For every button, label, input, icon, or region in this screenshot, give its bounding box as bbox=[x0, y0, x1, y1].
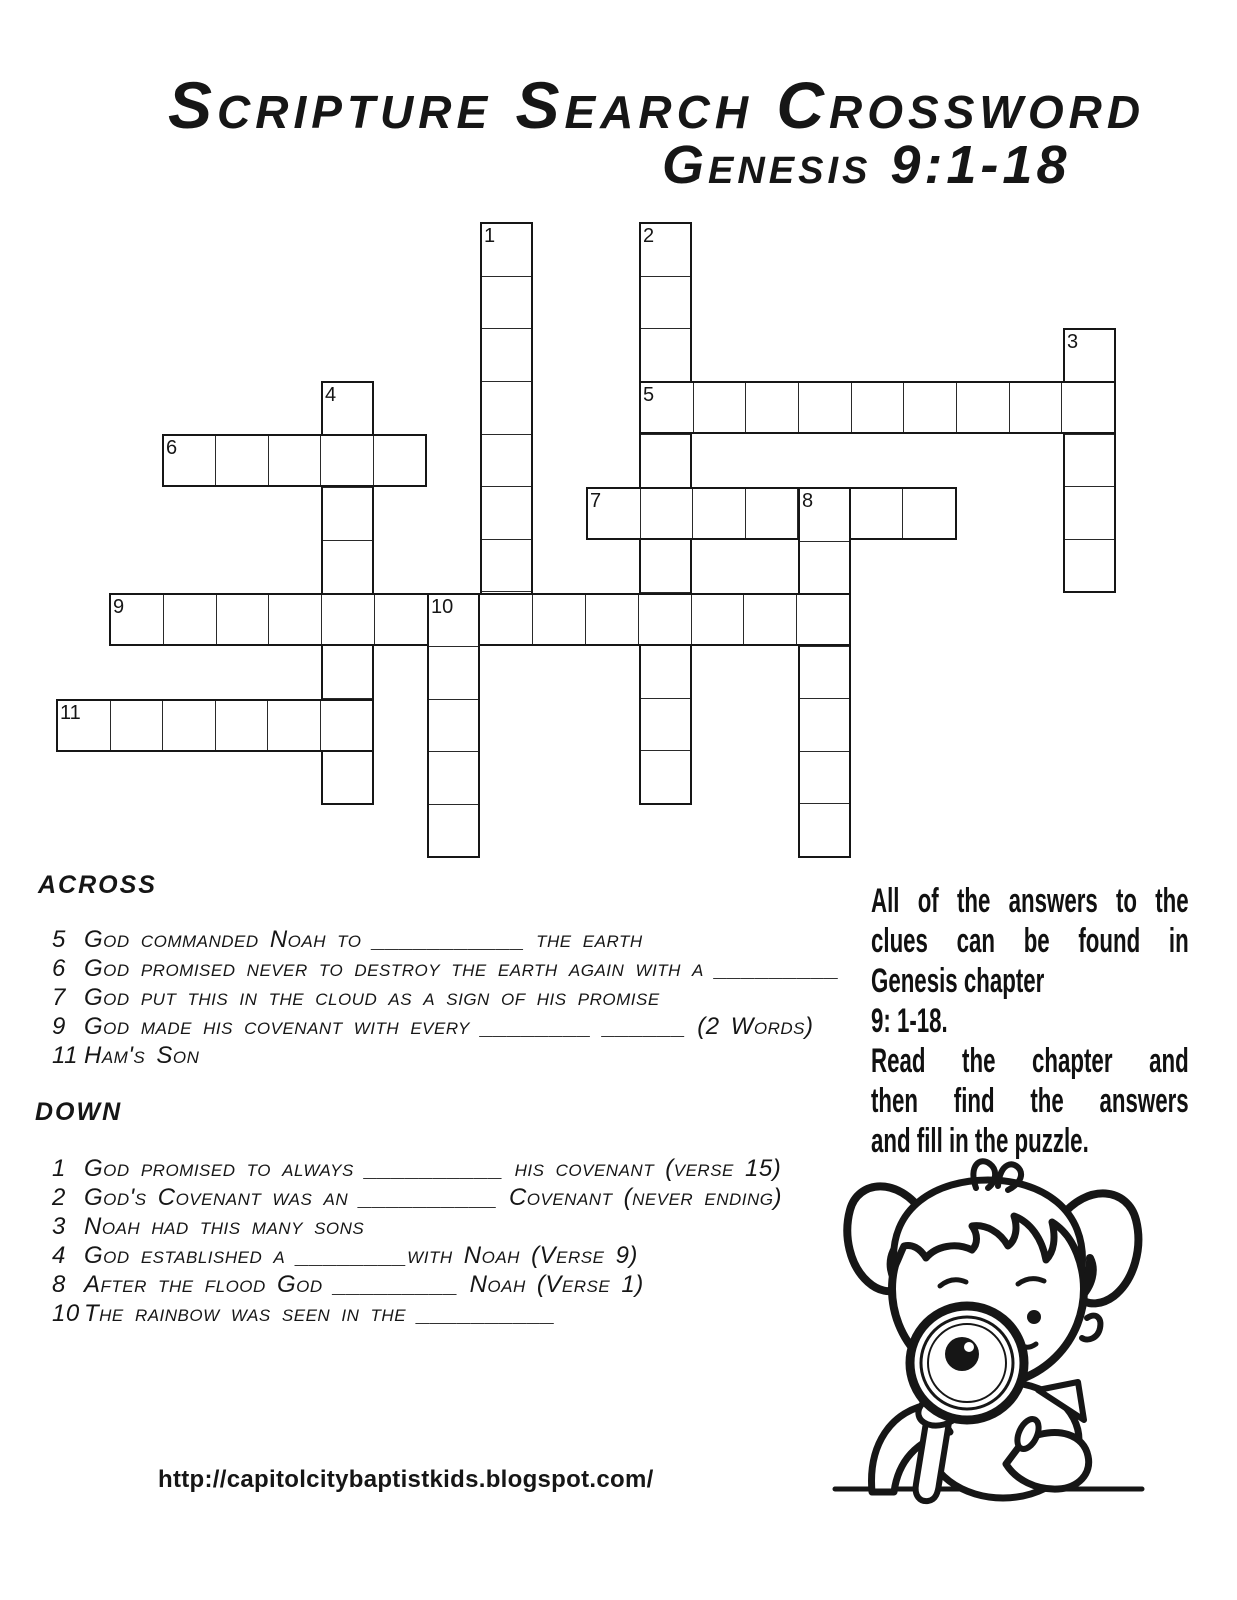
puzzle-cell-7-7[interactable] bbox=[902, 489, 955, 538]
clue-text: Noah had this many sons bbox=[84, 1213, 365, 1240]
word-box-7-across bbox=[586, 487, 957, 540]
puzzle-cell-9-13[interactable] bbox=[743, 595, 796, 644]
clue-across-6 bbox=[52, 954, 852, 983]
puzzle-cell-10-3[interactable] bbox=[429, 699, 478, 751]
clue-down-10 bbox=[52, 1299, 852, 1328]
clue-down-8 bbox=[52, 1270, 852, 1299]
puzzle-cell-8-1[interactable] bbox=[800, 489, 849, 541]
puzzle-cell-9-14[interactable] bbox=[796, 595, 849, 644]
cell-number-4: 4 bbox=[325, 384, 337, 406]
puzzle-cell-1-4[interactable] bbox=[482, 381, 531, 434]
puzzle-cell-9-5[interactable] bbox=[321, 595, 374, 644]
word-box-9-across bbox=[109, 593, 851, 646]
puzzle-cell-5-1[interactable] bbox=[641, 383, 693, 432]
ear bbox=[1082, 1316, 1100, 1340]
puzzle-cell-9-10[interactable] bbox=[585, 595, 638, 644]
eye-highlight bbox=[964, 1342, 974, 1352]
puzzle-cell-7-4[interactable] bbox=[745, 489, 798, 538]
puzzle-cell-6-4[interactable] bbox=[320, 436, 372, 485]
puzzle-cell-3-1[interactable] bbox=[1065, 330, 1114, 381]
puzzle-cell-3-3[interactable] bbox=[1065, 434, 1114, 486]
down-clue-list bbox=[52, 1154, 852, 1328]
page-subtitle: Genesis 9:1-18 bbox=[662, 135, 1071, 195]
clue-text: God promised to always __________ his covenant (verse 15) bbox=[84, 1155, 782, 1182]
clue-number: 1 bbox=[52, 1155, 66, 1182]
word-box-8-down bbox=[798, 487, 851, 858]
puzzle-cell-10-5[interactable] bbox=[429, 804, 478, 856]
clue-number: 7 bbox=[52, 984, 66, 1011]
puzzle-cell-5-6[interactable] bbox=[903, 383, 956, 432]
cell-number-8: 8 bbox=[802, 490, 814, 512]
puzzle-cell-7-2[interactable] bbox=[640, 489, 693, 538]
page-title: Scripture Search Crossword bbox=[168, 68, 1146, 142]
puzzle-cell-9-1[interactable] bbox=[111, 595, 163, 644]
word-box-10-down bbox=[427, 593, 480, 858]
puzzle-cell-2-3[interactable] bbox=[641, 328, 690, 381]
puzzle-cell-1-6[interactable] bbox=[482, 486, 531, 539]
puzzle-cell-5-3[interactable] bbox=[745, 383, 798, 432]
puzzle-cell-9-9[interactable] bbox=[532, 595, 585, 644]
across-heading: ACROSS bbox=[38, 871, 157, 899]
puzzle-cell-11-2[interactable] bbox=[110, 701, 163, 750]
clue-number: 11 bbox=[52, 1042, 78, 1069]
cell-number-9: 9 bbox=[113, 596, 125, 618]
puzzle-cell-5-5[interactable] bbox=[851, 383, 904, 432]
puzzle-cell-5-2[interactable] bbox=[693, 383, 746, 432]
word-box-11-across bbox=[56, 699, 374, 752]
puzzle-cell-7-1[interactable] bbox=[588, 489, 640, 538]
puzzle-cell-8-5[interactable] bbox=[800, 698, 849, 751]
puzzle-cell-9-11[interactable] bbox=[638, 595, 691, 644]
puzzle-cell-11-1[interactable] bbox=[58, 701, 110, 750]
clue-across-5 bbox=[52, 925, 852, 954]
clue-down-4 bbox=[52, 1241, 852, 1270]
clue-number: 10 bbox=[52, 1300, 80, 1327]
note-line: and fill in the puzzle. bbox=[871, 1122, 1089, 1160]
clue-down-2 bbox=[52, 1183, 852, 1212]
clue-number: 3 bbox=[52, 1213, 66, 1240]
puzzle-cell-9-6[interactable] bbox=[374, 595, 427, 644]
cell-number-6: 6 bbox=[166, 437, 178, 459]
clue-text: God commanded Noah to ___________ the earth bbox=[84, 926, 643, 953]
word-box-1-down bbox=[480, 222, 533, 646]
puzzle-cell-3-4[interactable] bbox=[1065, 486, 1114, 538]
puzzle-cell-2-9[interactable] bbox=[641, 645, 690, 698]
puzzle-cell-8-7[interactable] bbox=[800, 803, 849, 856]
clue-down-3 bbox=[52, 1212, 852, 1241]
down-heading: DOWN bbox=[35, 1098, 123, 1126]
word-box-6-across bbox=[162, 434, 427, 487]
footer-url: http://capitolcitybaptistkids.blogspot.com/ bbox=[158, 1466, 654, 1493]
right-eye bbox=[1027, 1310, 1041, 1324]
puzzle-cell-2-1[interactable] bbox=[641, 224, 690, 276]
note-line: Genesis chapter bbox=[871, 962, 1045, 1000]
across-clue-list bbox=[52, 925, 852, 1070]
word-box-3-down bbox=[1063, 328, 1116, 593]
puzzle-cell-9-4[interactable] bbox=[268, 595, 321, 644]
cell-number-1: 1 bbox=[484, 225, 496, 247]
puzzle-cell-5-4[interactable] bbox=[798, 383, 851, 432]
puzzle-cell-1-7[interactable] bbox=[482, 539, 531, 592]
puzzle-cell-6-1[interactable] bbox=[164, 436, 215, 485]
puzzle-cell-11-5[interactable] bbox=[267, 701, 320, 750]
cell-number-2: 2 bbox=[643, 225, 655, 247]
puzzle-cell-9-3[interactable] bbox=[216, 595, 269, 644]
puzzle-cell-6-3[interactable] bbox=[268, 436, 320, 485]
puzzle-cell-2-7[interactable] bbox=[641, 539, 690, 592]
clue-text: Ham's Son bbox=[84, 1042, 200, 1069]
clue-text: God made his covenant with every ________ ______ (2 Words) bbox=[84, 1013, 814, 1040]
note-line: then find the answers bbox=[871, 1082, 1189, 1120]
clue-down-1 bbox=[52, 1154, 852, 1183]
puzzle-cell-11-3[interactable] bbox=[162, 701, 215, 750]
clue-number: 8 bbox=[52, 1271, 66, 1298]
note-line: All of the answers to the bbox=[871, 882, 1189, 920]
puzzle-cell-5-8[interactable] bbox=[1009, 383, 1062, 432]
clue-text: God established a ________with Noah (Verse 9) bbox=[84, 1242, 638, 1269]
puzzle-cell-4-3[interactable] bbox=[323, 487, 372, 540]
note-line: 9: 1-18. bbox=[871, 1002, 948, 1040]
puzzle-cell-4-1[interactable] bbox=[323, 383, 372, 435]
clue-number: 5 bbox=[52, 926, 66, 953]
puzzle-cell-2-5[interactable] bbox=[641, 434, 690, 487]
clue-text: The rainbow was seen in the __________ bbox=[84, 1300, 556, 1327]
puzzle-cell-6-2[interactable] bbox=[215, 436, 267, 485]
clue-text: God promised never to destroy the earth again with a _________ bbox=[84, 955, 840, 982]
puzzle-cell-8-4[interactable] bbox=[800, 646, 849, 699]
cell-number-11: 11 bbox=[60, 702, 81, 724]
puzzle-cell-1-1[interactable] bbox=[482, 224, 531, 276]
cartoon-girl-magnifier-illustration bbox=[828, 1158, 1237, 1510]
puzzle-cell-8-6[interactable] bbox=[800, 751, 849, 804]
puzzle-cell-9-12[interactable] bbox=[691, 595, 744, 644]
puzzle-cell-11-6[interactable] bbox=[320, 701, 373, 750]
instruction-note bbox=[871, 881, 1189, 1161]
puzzle-cell-1-3[interactable] bbox=[482, 328, 531, 381]
puzzle-cell-4-6[interactable] bbox=[323, 645, 372, 698]
cell-number-3: 3 bbox=[1067, 331, 1079, 353]
clue-text: God put this in the cloud as a sign of his promise bbox=[84, 984, 660, 1011]
puzzle-cell-3-5[interactable] bbox=[1065, 539, 1114, 591]
crossword-grid bbox=[56, 222, 1116, 858]
cell-number-10: 10 bbox=[431, 596, 454, 618]
clue-number: 9 bbox=[52, 1013, 66, 1040]
cell-number-5: 5 bbox=[643, 384, 655, 406]
clue-number: 6 bbox=[52, 955, 66, 982]
magnified-eye bbox=[945, 1337, 979, 1371]
puzzle-cell-2-2[interactable] bbox=[641, 276, 690, 329]
puzzle-cell-7-6[interactable] bbox=[850, 489, 903, 538]
puzzle-cell-2-10[interactable] bbox=[641, 698, 690, 751]
puzzle-cell-5-7[interactable] bbox=[956, 383, 1009, 432]
puzzle-cell-10-1[interactable] bbox=[429, 595, 478, 646]
clue-number: 4 bbox=[52, 1242, 66, 1269]
puzzle-cell-9-8[interactable] bbox=[479, 595, 532, 644]
clue-text: After the flood God _________ Noah (Verse 1) bbox=[84, 1271, 644, 1298]
clue-across-11 bbox=[52, 1041, 852, 1070]
note-line: clues can be found in bbox=[871, 922, 1189, 960]
word-box-5-across bbox=[639, 381, 1116, 434]
puzzle-cell-10-2[interactable] bbox=[429, 646, 478, 698]
clue-across-9 bbox=[52, 1012, 852, 1041]
cell-number-7: 7 bbox=[590, 490, 602, 512]
puzzle-cell-5-9[interactable] bbox=[1061, 383, 1114, 432]
puzzle-cell-1-5[interactable] bbox=[482, 434, 531, 487]
puzzle-cell-8-2[interactable] bbox=[800, 541, 849, 594]
clue-across-7 bbox=[52, 983, 852, 1012]
puzzle-cell-1-2[interactable] bbox=[482, 276, 531, 329]
clue-number: 2 bbox=[52, 1184, 66, 1211]
note-line: Read the chapter and bbox=[871, 1042, 1189, 1080]
puzzle-cell-4-8[interactable] bbox=[323, 750, 372, 803]
puzzle-cell-6-5[interactable] bbox=[373, 436, 425, 485]
puzzle-cell-2-11[interactable] bbox=[641, 750, 690, 803]
puzzle-cell-7-3[interactable] bbox=[692, 489, 745, 538]
puzzle-cell-11-4[interactable] bbox=[215, 701, 268, 750]
puzzle-cell-10-4[interactable] bbox=[429, 751, 478, 803]
puzzle-cell-4-4[interactable] bbox=[323, 540, 372, 593]
clue-text: God's Covenant was an __________ Covenant (never ending) bbox=[84, 1184, 782, 1211]
puzzle-cell-9-2[interactable] bbox=[163, 595, 216, 644]
